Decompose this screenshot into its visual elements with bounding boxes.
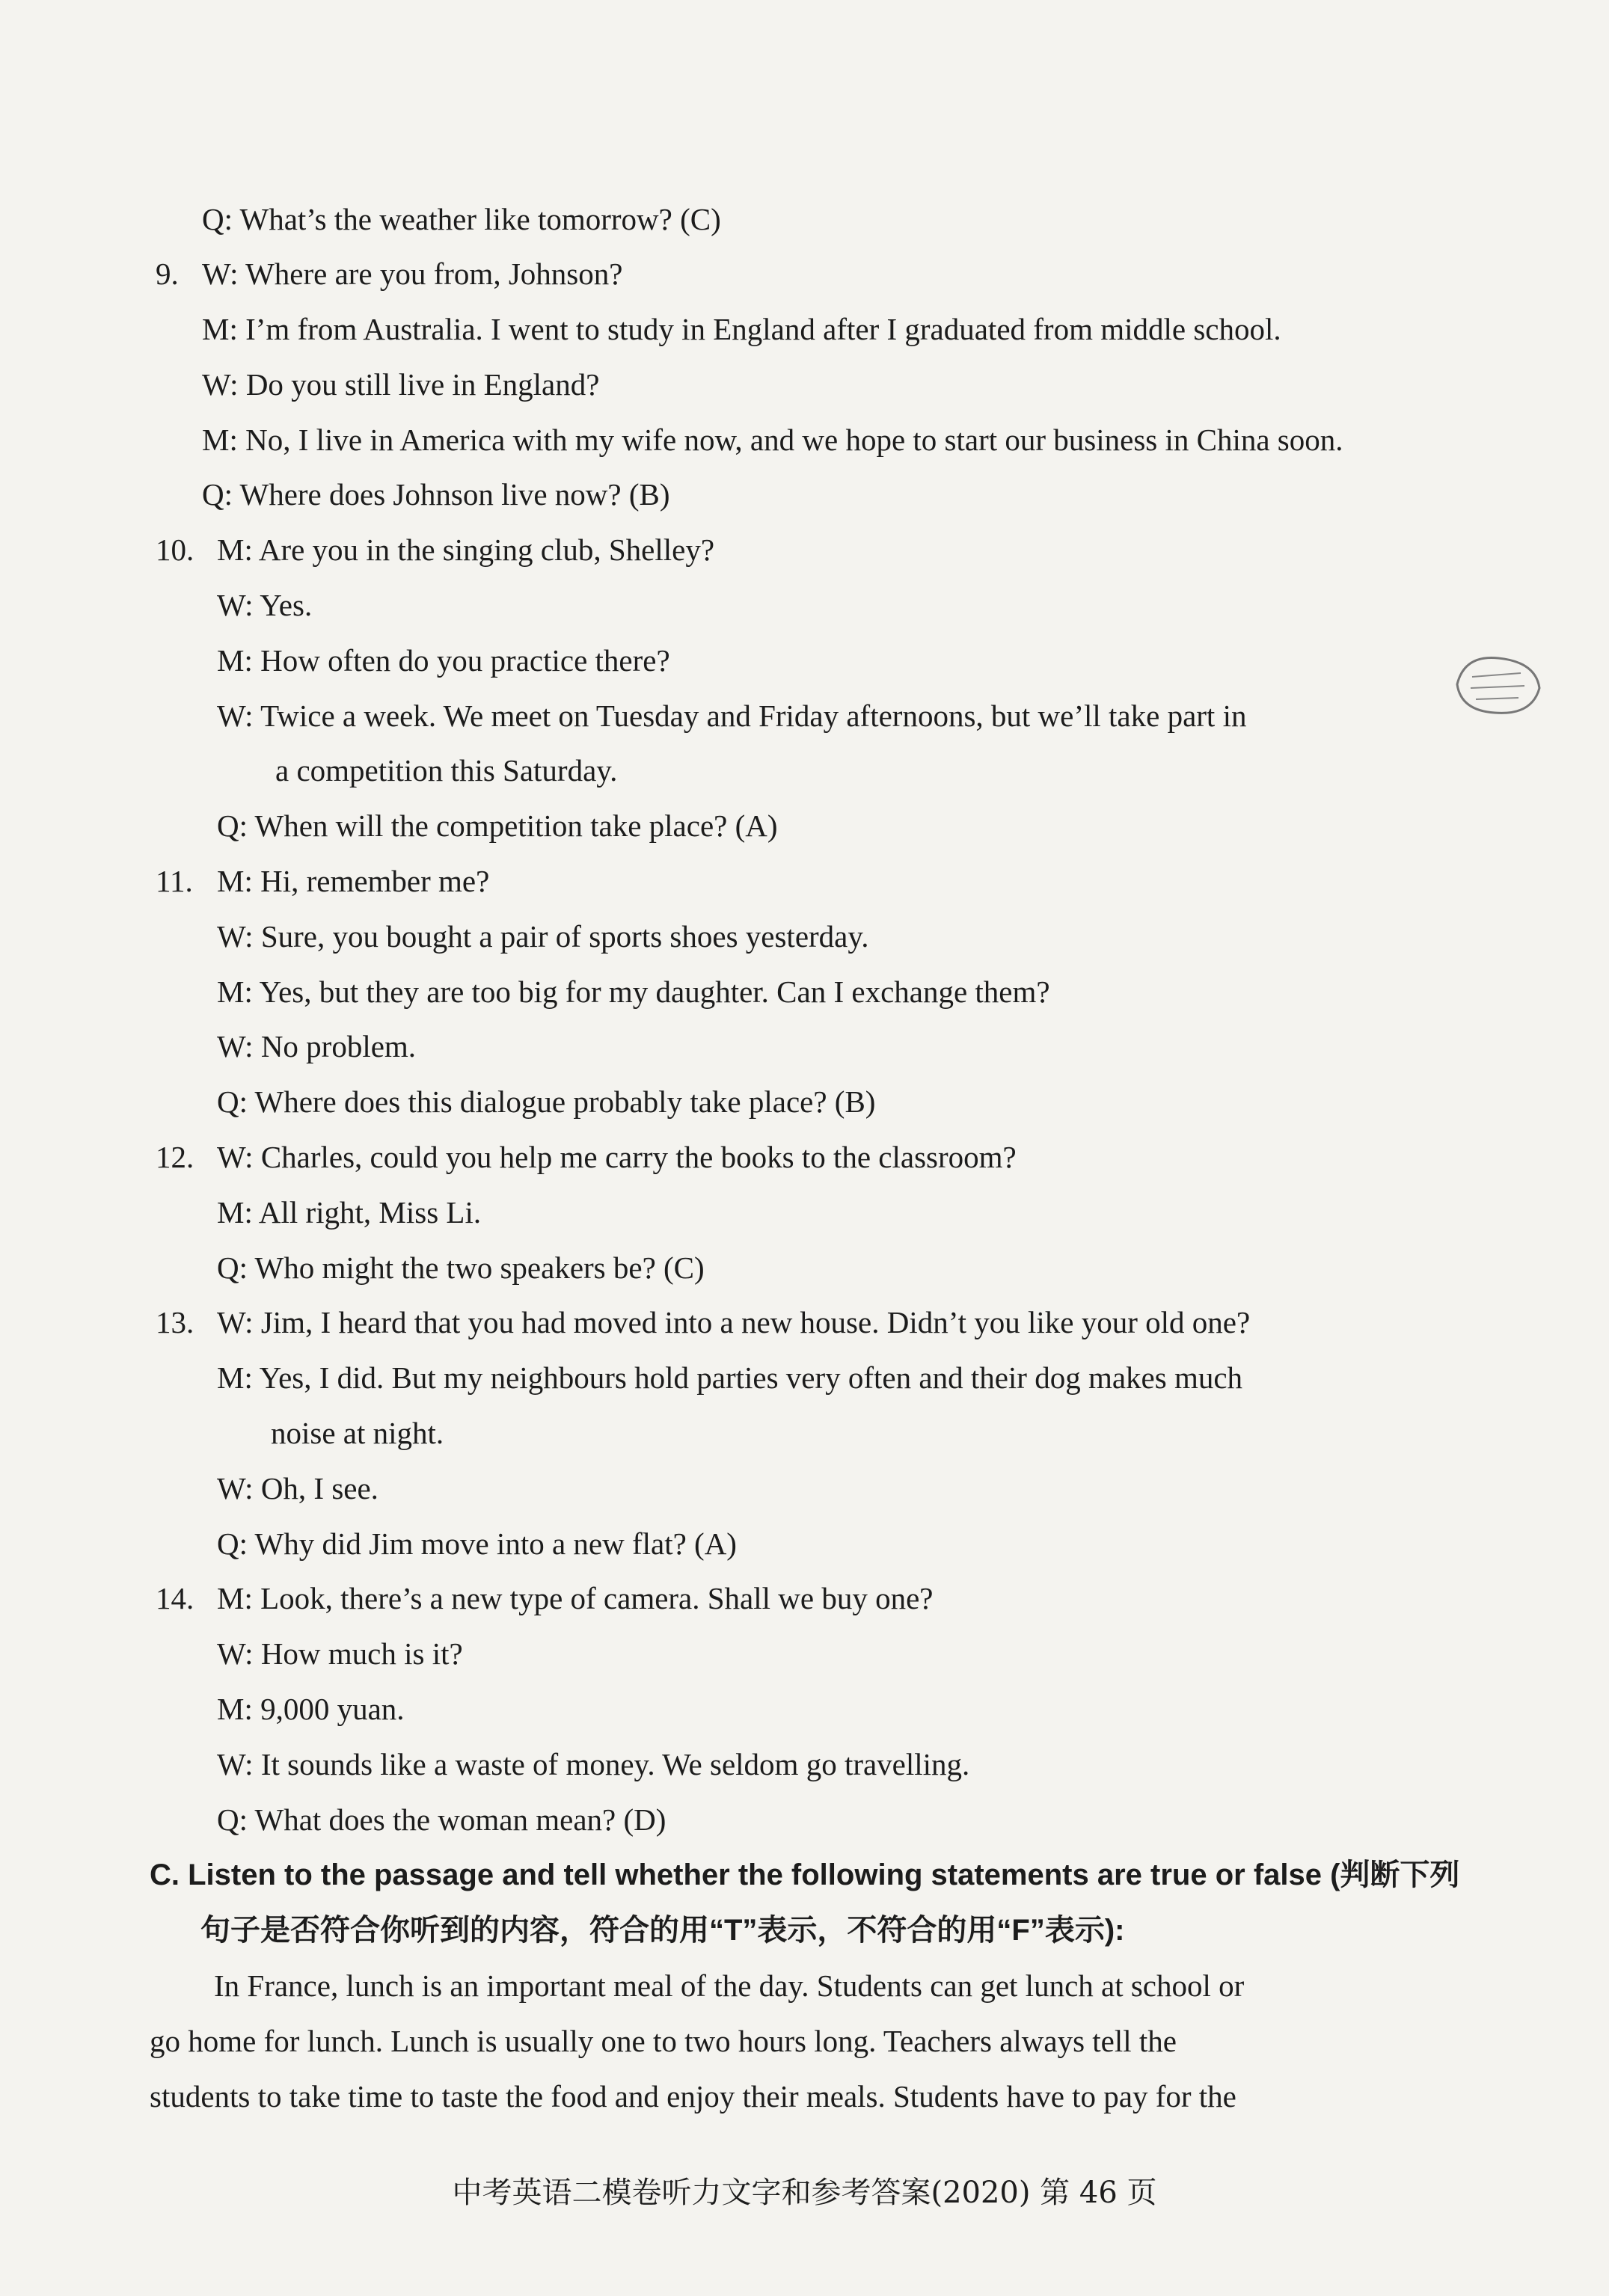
question-line: Q: What does the woman mean? (D): [217, 1802, 666, 1837]
dialogue-line: W: No problem.: [217, 1029, 417, 1063]
item-number: 13.: [156, 1305, 194, 1339]
dialogue-line: M: Yes, but they are too big for my daughter. Can I exchange them?: [217, 974, 1050, 1009]
item-number: 12.: [156, 1140, 194, 1174]
passage-line: In France, lunch is an important meal of the day. Students can get lunch at school or: [214, 1968, 1245, 2003]
dialogue-line: noise at night.: [271, 1416, 444, 1450]
dialogue-line: W: Oh, I see.: [217, 1471, 379, 1505]
dialogue-line: 14. M: Look, there’s a new type of camera. Shall we buy one?: [156, 1581, 934, 1615]
dialogue-line: W: Twice a week. We meet on Tuesday and Friday afternoons, but we’ll take part in: [217, 699, 1247, 733]
dialogue-line: M: No, I live in America with my wife now, and we hope to start our business in China soon.: [202, 423, 1343, 457]
question-line: Q: Where does this dialogue probably take place? (B): [217, 1084, 876, 1119]
dialogue-line: W: How much is it?: [217, 1636, 463, 1671]
dialogue-line: 13. W: Jim, I heard that you had moved into a new house. Didn’t you like your old one?: [156, 1305, 1251, 1339]
page-footer: 中考英语二模卷听力文字和参考答案(2020) 第 46 页: [452, 2176, 1157, 2210]
section-c-heading: C. Listen to the passage and tell whether the following statements are true or false (判断下列: [150, 1858, 1460, 1891]
stamp-mark: [1450, 647, 1547, 722]
dialogue-line: W: Yes.: [217, 588, 313, 622]
question-line: Q: What’s the weather like tomorrow? (C): [202, 202, 721, 236]
dialogue-line: M: How often do you practice there?: [217, 643, 670, 678]
passage-line: students to take time to taste the food and enjoy their meals. Students have to pay for the: [150, 2079, 1236, 2114]
question-line: Q: Who might the two speakers be? (C): [217, 1250, 705, 1285]
question-line: Q: When will the competition take place? (A): [217, 808, 778, 843]
item-number: 9.: [156, 257, 179, 291]
dialogue-line: 11. M: Hi, remember me?: [156, 864, 490, 898]
dialogue-line: M: 9,000 yuan.: [217, 1692, 405, 1726]
question-line: Q: Why did Jim move into a new flat? (A): [217, 1526, 737, 1561]
section-c-heading-cont: 句子是否符合你听到的内容，符合的用“T”表示，不符合的用“F”表示):: [200, 1914, 1125, 1947]
item-number: 11.: [156, 864, 193, 898]
dialogue-line: 10. M: Are you in the singing club, Shelley?: [156, 532, 715, 567]
passage-line: go home for lunch. Lunch is usually one to two hours long. Teachers always tell the: [150, 2024, 1177, 2058]
dialogue-line: 12. W: Charles, could you help me carry the books to the classroom?: [156, 1140, 1017, 1174]
dialogue-line: M: All right, Miss Li.: [217, 1195, 482, 1230]
dialogue-line: W: It sounds like a waste of money. We seldom go travelling.: [217, 1747, 970, 1781]
dialogue-line: M: Yes, I did. But my neighbours hold parties very often and their dog makes much: [217, 1360, 1243, 1395]
dialogue-line: 9. W: Where are you from, Johnson?: [156, 257, 623, 291]
dialogue-line: W: Sure, you bought a pair of sports shoes yesterday.: [217, 919, 869, 954]
dialogue-line: M: I’m from Australia. I went to study in England after I graduated from middle school.: [202, 312, 1281, 346]
item-number: 10.: [156, 532, 194, 567]
dialogue-line: W: Do you still live in England?: [202, 367, 600, 402]
dialogue-line: a competition this Saturday.: [275, 753, 618, 788]
item-number: 14.: [156, 1581, 194, 1615]
question-line: Q: Where does Johnson live now? (B): [202, 477, 670, 512]
